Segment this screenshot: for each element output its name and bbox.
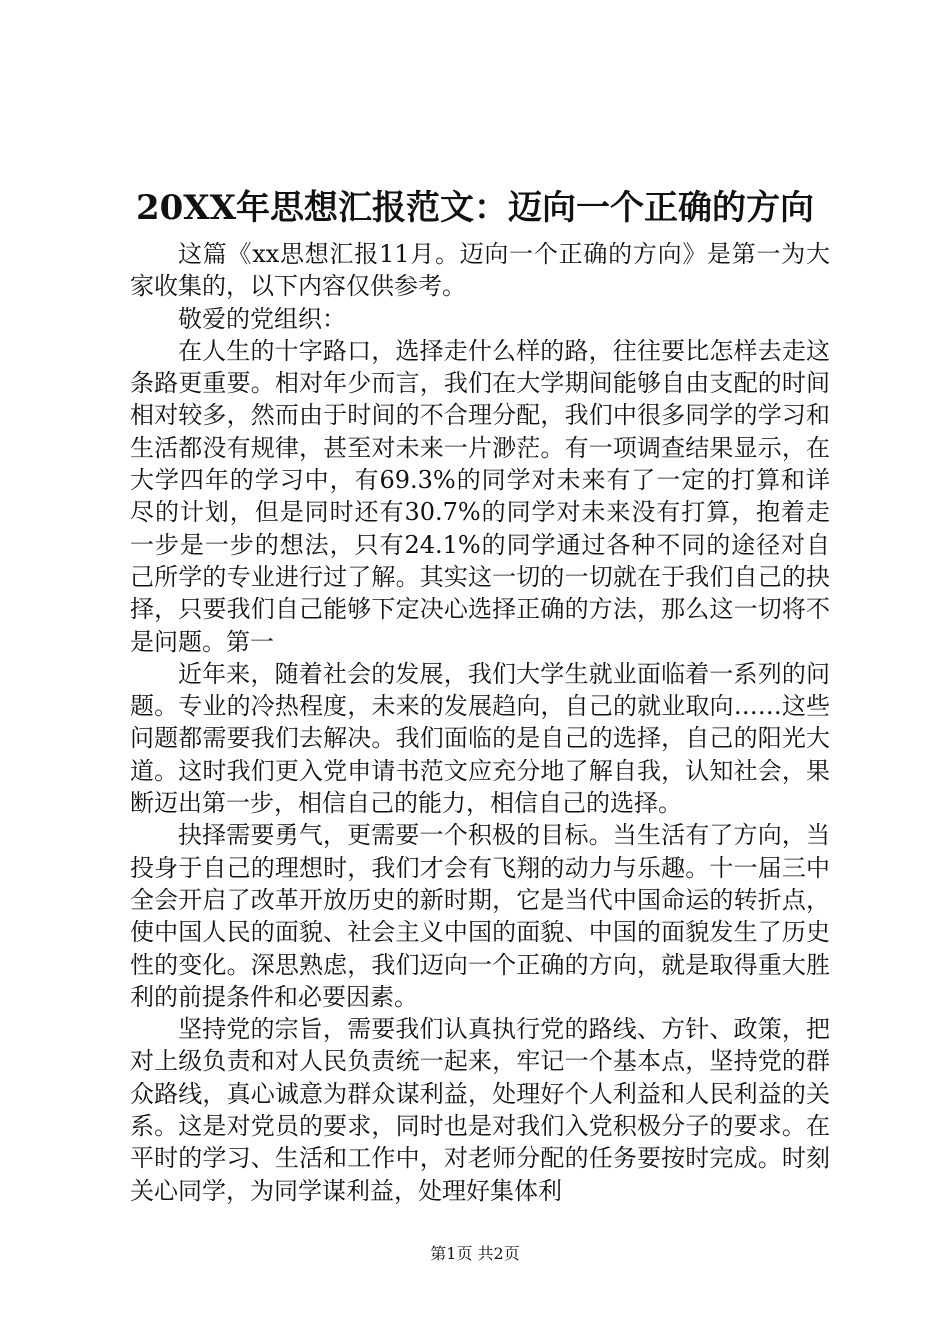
document-body [130,238,830,1207]
paragraph-intro: 这篇《xx思想汇报11月。迈向一个正确的方向》是第一为大家收集的，以下内容仅供参考。 [130,240,830,301]
paragraph-courage: 抉择需要勇气，更需要一个积极的目标。当生活有了方向，当投身于自己的理想时，我们才会有飞翔的动力与乐趣。十一届三中全会开启了改革开放历史的新时期，它是当代中国命运的转折点，使中国人民的面貌、社会主义中国的面貌、中国的面貌发生了历史性的变化。深思熟虑，我们迈向一个正确的方向，就是取得重大胜利的前提条件和必要因素。 [130,821,830,1011]
page-footer: 第1页 共2页 [430,1244,520,1263]
document-title: 20XX年思想汇报范文：迈向一个正确的方向 [135,188,815,228]
paragraph-party-purpose: 坚持党的宗旨，需要我们认真执行党的路线、方针、政策，把对上级负责和对人民负责统一起来，牢记一个基本点，坚持党的群众路线，真心诚意为群众谋利益，处理好个人利益和人民利益的关系。这是对党员的要求，同时也是对我们入党积极分子的要求。在平时的学习、生活和工作中，对老师分配的任务要按时完成。时刻关心同学，为同学谋利益，处理好集体利 [130,1015,830,1205]
paragraph-salutation: 敬爱的党组织： [178,304,346,333]
paragraph-crossroads: 在人生的十字路口，选择走什么样的路，往往要比怎样去走这条路更重要。相对年少而言，我们在大学期间能够自由支配的时间相对较多，然而由于时间的不合理分配，我们中很多同学的学习和生活都没有规律，甚至对未来一片渺茫。有一项调查结果显示，在大学四年的学习中，有69.3%的同学对未来有了一定的打算和详尽的计划，但是同时还有30.7%的同学对未来没有打算，抱着走一步是一步的想法，只有24.1%的同学通过各种不同的途径对自己所学的专业进行过了解。其实这一切的一切就在于我们自己的抉择，只要我们自己能够下定决心选择正确的方法，那么这一切将不是问题。第一 [130,336,830,656]
paragraph-employment: 近年来，随着社会的发展，我们大学生就业面临着一系列的问题。专业的冷热程度，未来的发展趋向，自己的就业取向……这些问题都需要我们去解决。我们面临的是自己的选择，自己的阳光大道。这时我们更入党申请书范文应充分地了解自我，认知社会，果断迈出第一步，相信自己的能力，相信自己的选择。 [130,659,830,818]
